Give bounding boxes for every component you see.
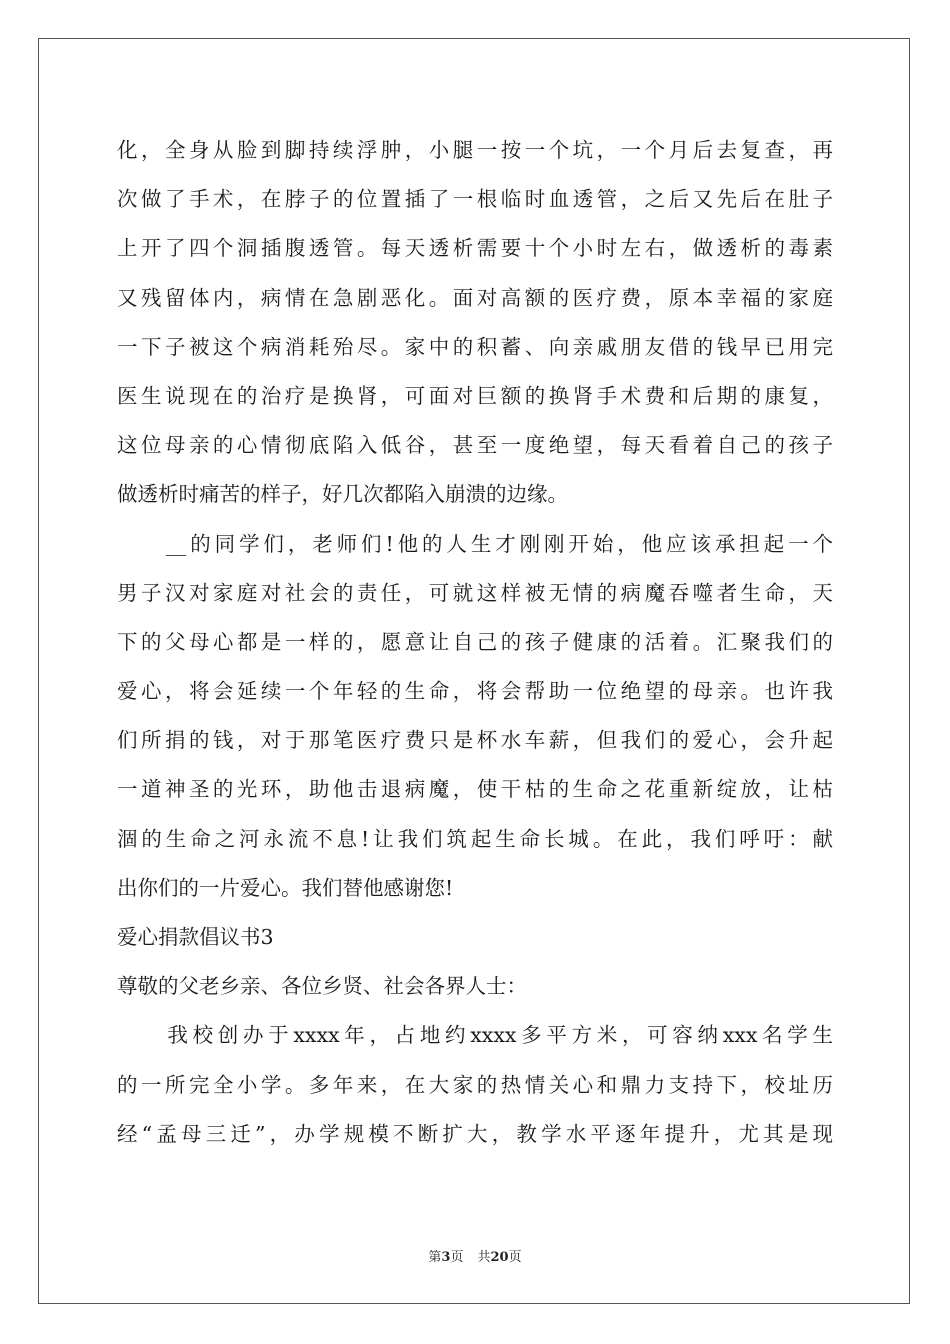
text-line: 的一所完全小学。多年来，在大家的热情关心和鼎力支持下，校址历 xyxy=(117,1072,833,1097)
text-line: 这位母亲的心情彻底陷入低谷，甚至一度绝望，每天看着自己的孩子 xyxy=(117,433,833,458)
footer-page-total: 20 xyxy=(490,1250,509,1265)
text-line: 上开了四个洞插腹透管。每天透析需要十个小时左右，做透析的毒素 xyxy=(117,236,833,261)
footer-page-suffix: 页 xyxy=(450,1250,464,1265)
footer-total-prefix: 共 xyxy=(477,1250,491,1265)
text-line: 一下子被这个病消耗殆尽。家中的积蓄、向亲戚朋友借的钱早已用完 xyxy=(117,334,833,359)
text-line: 下的父母心都是一样的，愿意让自己的孩子健康的活着。汇聚我们的 xyxy=(117,629,833,654)
text-line: 医生说现在的治疗是换肾，可面对巨额的换肾手术费和后期的康复， xyxy=(117,383,833,408)
section-heading: 爱心捐款倡议书3 xyxy=(117,925,274,949)
salutation: 尊敬的父老乡亲、各位乡贤、社会各界人士： xyxy=(117,974,527,999)
text-line: 男子汉对家庭对社会的责任，可就这样被无情的病魔吞噬者生命，天 xyxy=(117,580,833,605)
footer-total-suffix: 页 xyxy=(508,1250,522,1265)
footer-page-current: 3 xyxy=(441,1250,451,1265)
text-line: 一道神圣的光环，助他击退病魔，使干枯的生命之花重新绽放，让枯 xyxy=(117,777,833,802)
text-line: 们所捐的钱，对于那笔医疗费只是杯水车薪，但我们的爱心，会升起 xyxy=(117,728,833,753)
text-line: 化，全身从脸到脚持续浮肿，小腿一按一个坑，一个月后去复查，再 xyxy=(117,138,833,162)
footer-page-prefix: 第 xyxy=(428,1250,442,1265)
text-line: 我校创办于xxxx年，占地约xxxx多平方米，可容纳xxx名学生 xyxy=(117,1023,833,1048)
text-line: 又残留体内，病情在急剧恶化。面对高额的医疗费，原本幸福的家庭 xyxy=(117,285,833,310)
text-line: 爱心，将会延续一个年轻的生命，将会帮助一位绝望的母亲。也许我 xyxy=(117,679,833,704)
text-line: 次做了手术，在脖子的位置插了一根临时血透管，之后又先后在肚子 xyxy=(117,187,833,212)
text-line-paragraph-end: 做透析时痛苦的样子，好几次都陷入崩溃的边缘。 xyxy=(117,482,568,507)
text-line: __的同学们，老师们!他的人生才刚刚开始，他应该承担起一个 xyxy=(117,531,833,556)
text-line-paragraph-end: 出你们的一片爱心。我们替他感谢您! xyxy=(117,875,454,900)
document-body xyxy=(117,126,833,1159)
page-footer xyxy=(0,1246,950,1265)
text-line: 经“孟母三迁”，办学规模不断扩大，教学水平逐年提升，尤其是现 xyxy=(117,1121,833,1146)
text-line: 涸的生命之河永流不息!让我们筑起生命长城。在此，我们呼吁：献 xyxy=(117,826,833,851)
